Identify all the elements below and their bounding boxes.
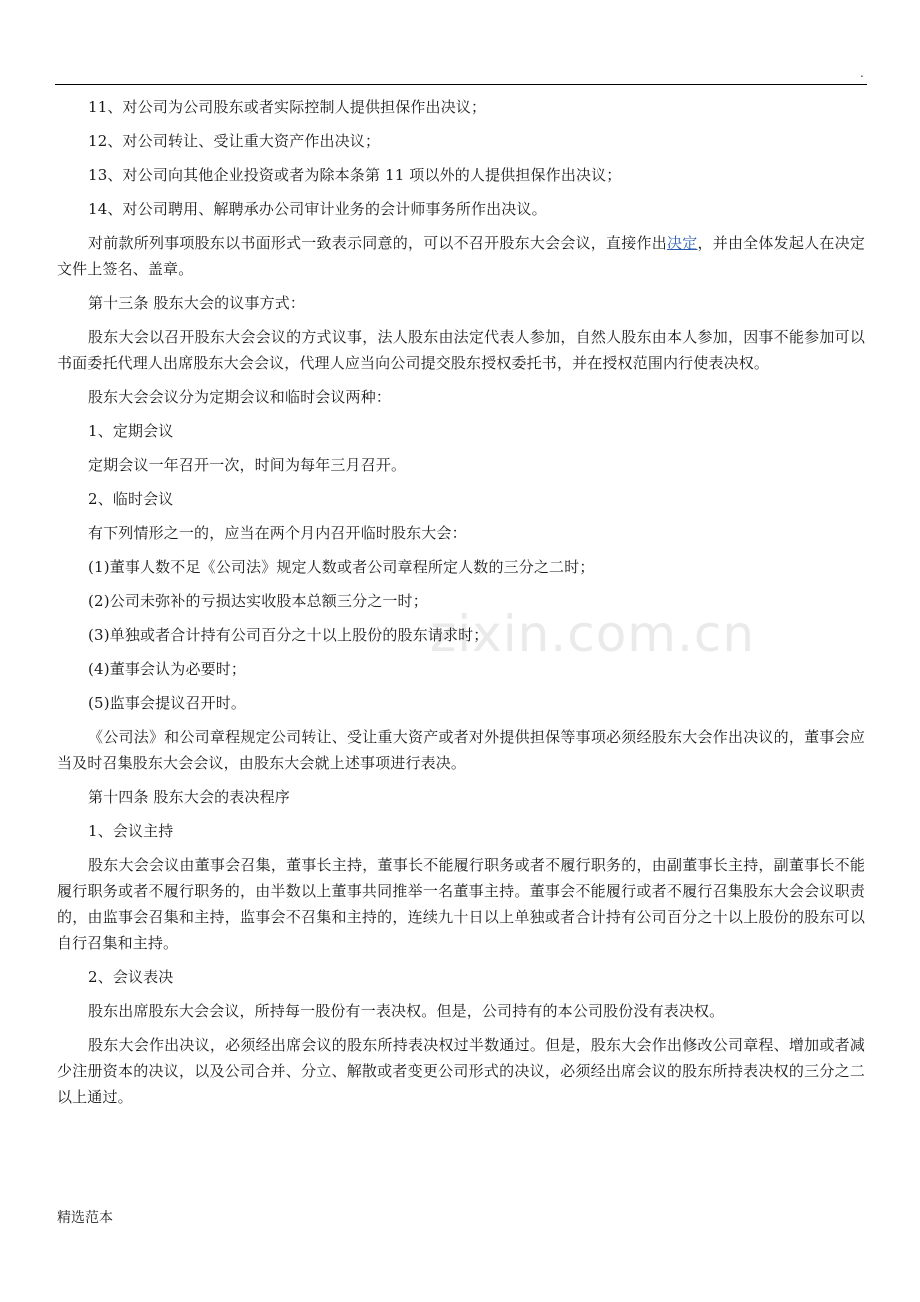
condition-2: (2)公司未弥补的亏损达实收股本总额三分之一时； (88, 592, 428, 610)
written-consent-text-before: 对前款所列事项股东以书面形式一致表示同意的，可以不召开股东大会会议，直接作出 (88, 234, 667, 252)
meeting-method-paragraph: 股东大会以召开股东大会会议的方式议事，法人股东由法定代表人参加，自然人股东由本人参加，因事不能参加可以书面委托代理人出席股东大会会议，代理人应当向公司提交股东授权委托书，并在授权范围内行使表决权。 (57, 328, 865, 372)
decision-link[interactable]: 决定 (666, 234, 698, 252)
condition-1: (1)董事人数不足《公司法》规定人数或者公司章程所定人数的三分之二时； (88, 558, 595, 576)
written-consent-text-after: ，并由全体发起人在决定文件上签名、盖章。 (57, 234, 865, 278)
interim-meeting-heading: 2、临时会议 (88, 490, 174, 508)
item-14: 14、对公司聘用、解聘承办公司审计业务的会计师事务所作出决议。 (88, 200, 547, 218)
meeting-chair-text: 股东大会会议由董事会召集，董事长主持，董事长不能履行职务或者不履行职务的，由副董事长主持，副董事长不能履行职务或者不履行职务的，由半数以上董事共同推举一名董事主持。董事会不能履行或者不履行召集股东大会会议职责的，由监事会召集和主持，监事会不召集和主持的，连续九十日以上单独或者合计持有公司百分之十以上股份的股东可以自行召集和主持。 (57, 856, 865, 952)
condition-5: (5)监事会提议召开时。 (88, 694, 247, 712)
footer-label: 精选范本 (57, 1210, 113, 1226)
condition-3: (3)单独或者合计持有公司百分之十以上股份的股东请求时； (88, 626, 489, 644)
article-14-heading: 第十四条 股东大会的表决程序 (88, 788, 290, 806)
meeting-types-intro: 股东大会会议分为定期会议和临时会议两种： (88, 388, 392, 406)
company-law-paragraph: 《公司法》和公司章程规定公司转让、受让重大资产或者对外提供担保等事项必须经股东大会作出决议的，董事会应当及时召集股东大会会议，由股东大会就上述事项进行表决。 (57, 728, 865, 772)
meeting-vote-heading: 2、会议表决 (88, 968, 174, 986)
regular-meeting-heading: 1、定期会议 (88, 422, 174, 440)
item-12: 12、对公司转让、受让重大资产作出决议； (88, 132, 381, 150)
regular-meeting-text: 定期会议一年召开一次，时间为每年三月召开。 (88, 456, 407, 474)
meeting-chair-heading: 1、会议主持 (88, 822, 174, 840)
header-rule (55, 84, 867, 85)
article-13-heading: 第十三条 股东大会的议事方式： (88, 294, 306, 312)
item-11: 11、对公司为公司股东或者实际控制人提供担保作出决议； (88, 98, 487, 116)
document-body (57, 94, 865, 1118)
voting-rights-text: 股东出席股东大会会议，所持每一股份有一表决权。但是，公司持有的本公司股份没有表决权。 (88, 1002, 725, 1020)
item-13: 13、对公司向其他企业投资或者为除本条第 11 项以外的人提供担保作出决议； (88, 166, 622, 184)
resolution-threshold-text: 股东大会作出决议，必须经出席会议的股东所持表决权过半数通过。但是，股东大会作出修改公司章程、增加或者减少注册资本的决议，以及公司合并、分立、解散或者变更公司形式的决议，必须经出席会议的股东所持表决权的三分之二以上通过。 (57, 1036, 865, 1106)
header-corner-mark: . (860, 66, 864, 80)
watermark: zixin.com.cn (430, 605, 756, 663)
written-consent-paragraph (57, 230, 865, 282)
condition-4: (4)董事会认为必要时； (88, 660, 247, 678)
interim-meeting-intro: 有下列情形之一的，应当在两个月内召开临时股东大会： (88, 524, 467, 542)
